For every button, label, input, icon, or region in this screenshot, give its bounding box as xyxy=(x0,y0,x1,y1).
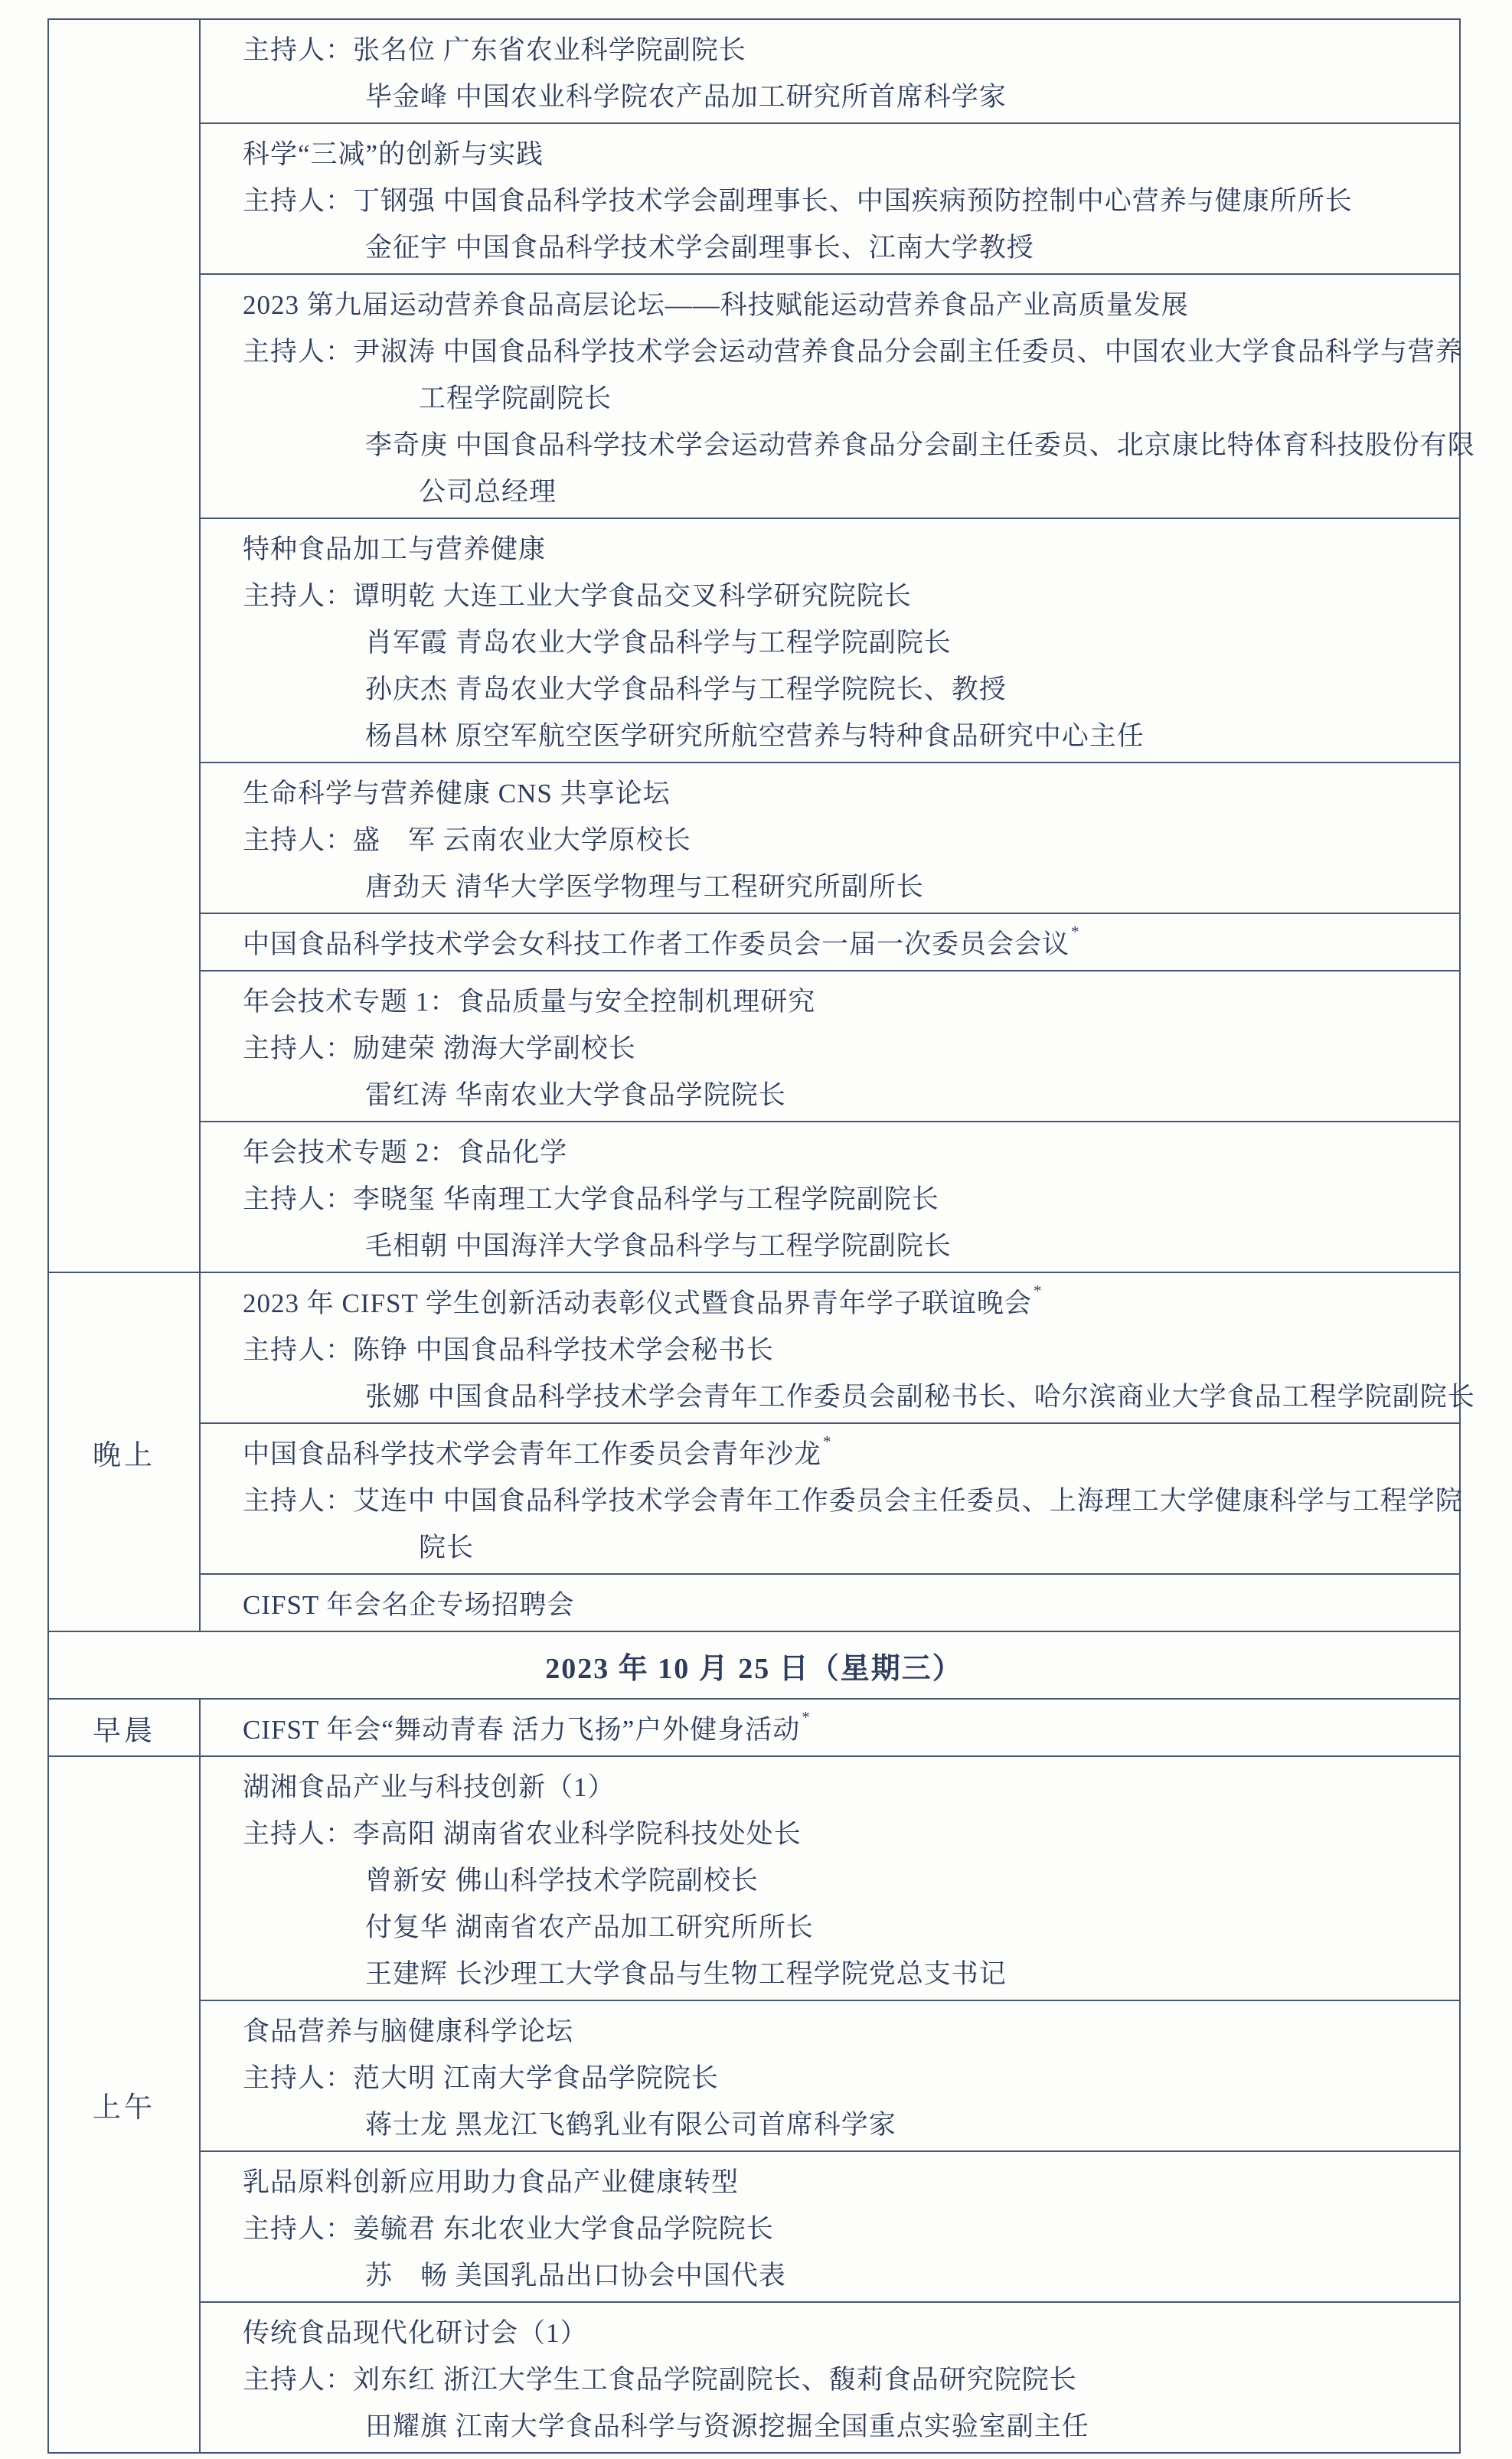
line-text: 付复华 湖南省农产品加工研究所所长 xyxy=(365,1912,814,1942)
line-text: 主持人：范大明 江南大学食品学院院长 xyxy=(243,2062,719,2093)
host-continuation-line xyxy=(201,2099,1459,2146)
host-continuation-line xyxy=(201,1948,1459,1995)
time-of-day-label: 早晨 xyxy=(49,1700,201,1755)
line-text: 2023 第九届运动营养食品高层论坛——科技赋能运动营养食品产业高质量发展 xyxy=(243,289,1189,320)
session-title xyxy=(201,2006,1459,2052)
host-continuation-line xyxy=(201,373,1459,420)
line-text: 杨昌林 原空军航空医学研究所航空营养与特种食品研究中心主任 xyxy=(365,720,1145,751)
session-title xyxy=(201,279,1459,326)
session-row xyxy=(201,1700,1459,1755)
session-title xyxy=(201,2157,1459,2203)
line-text: 肖军霞 青岛农业大学食品科学与工程学院副院长 xyxy=(365,627,952,658)
session-title xyxy=(201,524,1459,570)
host-line xyxy=(201,2354,1459,2401)
session-title xyxy=(201,2307,1459,2354)
host-line xyxy=(201,1023,1459,1069)
line-text: 主持人：刘东红 浙江大学生工食品学院副院长、馥莉食品研究院院长 xyxy=(243,2364,1077,2395)
session-title xyxy=(201,976,1459,1023)
host-continuation-line xyxy=(201,1902,1459,1948)
host-continuation-line xyxy=(201,710,1459,757)
host-line xyxy=(201,2052,1459,2099)
line-text: 食品营养与脑健康科学论坛 xyxy=(243,2016,574,2046)
host-continuation-line xyxy=(201,861,1459,908)
session-row xyxy=(201,124,1459,275)
session-row xyxy=(201,1757,1459,2001)
host-line xyxy=(201,1475,1463,1522)
line-text: 中国食品科学技术学会青年工作委员会青年沙龙 xyxy=(243,1438,822,1469)
line-text: 院长 xyxy=(419,1532,475,1563)
line-text: 雷红涛 华南农业大学食品学院院长 xyxy=(365,1079,786,1110)
host-continuation-line xyxy=(201,617,1459,664)
host-line xyxy=(201,570,1459,617)
schedule-section xyxy=(49,1755,1459,2452)
line-text: 湖湘食品产业与科技创新（1） xyxy=(243,1772,616,1802)
session-title xyxy=(201,1704,1459,1751)
session-title xyxy=(201,1762,1459,1808)
host-continuation-line xyxy=(201,1069,1459,1116)
session-title xyxy=(201,1579,1459,1626)
line-text: 中国食品科学技术学会女科技工作者工作委员会一届一次委员会会议 xyxy=(243,929,1070,959)
line-text: 主持人：艾连中 中国食品科学技术学会青年工作委员会主任委员、上海理工大学健康科学与工程学院 xyxy=(243,1485,1463,1516)
host-line xyxy=(201,24,1459,71)
line-text: 工程学院副院长 xyxy=(419,383,612,413)
host-continuation-line xyxy=(201,1220,1459,1267)
line-text: 王建辉 长沙理工大学食品与生物工程学院党总支书记 xyxy=(365,1958,1007,1989)
line-text: CIFST 年会“舞动青春 活力飞扬”户外健身活动 xyxy=(243,1714,801,1745)
time-of-day-label: 上午 xyxy=(49,1757,201,2452)
schedule-section xyxy=(49,1272,1475,1631)
line-text: 主持人：尹淑涛 中国食品科学技术学会运动营养食品分会副主任委员、中国农业大学食品科学与营养 xyxy=(243,336,1463,367)
line-text: 公司总经理 xyxy=(419,476,557,507)
session-rows xyxy=(201,1757,1459,2452)
session-row xyxy=(201,1575,1459,1631)
session-row xyxy=(201,914,1459,972)
footnote-asterisk: * xyxy=(1033,1282,1043,1300)
session-row xyxy=(201,2001,1459,2152)
line-text: 主持人：励建荣 渤海大学副校长 xyxy=(243,1033,636,1063)
session-rows xyxy=(201,20,1475,1272)
session-title xyxy=(201,129,1459,175)
time-of-day-label: 晚上 xyxy=(49,1273,201,1631)
host-continuation-line xyxy=(201,420,1475,466)
host-continuation-line xyxy=(201,1522,1459,1569)
session-row xyxy=(201,1424,1463,1575)
host-line xyxy=(201,815,1459,861)
line-text: 主持人：陈铮 中国食品科学技术学会秘书长 xyxy=(243,1334,774,1365)
schedule-section xyxy=(49,1698,1459,1755)
time-of-day-label xyxy=(49,20,201,1272)
host-line xyxy=(201,175,1459,222)
host-continuation-line xyxy=(201,71,1459,118)
line-text: 主持人：姜毓君 东北农业大学食品学院院长 xyxy=(243,2213,774,2244)
line-text: 主持人：谭明乾 大连工业大学食品交叉科学研究院院长 xyxy=(243,580,912,611)
line-text: 毕金峰 中国农业科学院农产品加工研究所首席科学家 xyxy=(365,81,1007,112)
session-title xyxy=(201,768,1459,815)
line-text: 孙庆杰 青岛农业大学食品科学与工程学院院长、教授 xyxy=(365,674,1007,704)
line-text: 田耀旗 江南大学食品科学与资源挖掘全国重点实验室副主任 xyxy=(365,2411,1089,2441)
line-text: 主持人：张名位 广东省农业科学院副院长 xyxy=(243,34,746,65)
footnote-asterisk: * xyxy=(802,1708,811,1726)
line-text: 主持人：盛 军 云南农业大学原校长 xyxy=(243,825,691,855)
session-row xyxy=(201,2152,1459,2303)
date-header: 2023 年 10 月 25 日（星期三） xyxy=(49,1631,1459,1698)
session-title xyxy=(201,1278,1459,1324)
line-text: 李奇庚 中国食品科学技术学会运动营养食品分会副主任委员、北京康比特体育科技股份有限 xyxy=(365,429,1475,460)
line-text: 苏 畅 美国乳品出口协会中国代表 xyxy=(365,2260,786,2291)
line-text: 乳品原料创新应用助力食品产业健康转型 xyxy=(243,2167,740,2197)
line-text: 特种食品加工与营养健康 xyxy=(243,534,547,564)
line-text: 传统食品现代化研讨会（1） xyxy=(243,2317,588,2348)
session-title xyxy=(201,1429,1459,1475)
session-row xyxy=(201,1273,1475,1424)
host-continuation-line xyxy=(201,2401,1459,2448)
footnote-asterisk: * xyxy=(1071,923,1080,941)
host-continuation-line xyxy=(201,222,1459,269)
session-row xyxy=(201,1122,1459,1272)
line-text: 主持人：李晓玺 华南理工大学食品科学与工程学院副院长 xyxy=(243,1184,939,1214)
host-line xyxy=(201,2203,1459,2250)
line-text: 唐劲天 清华大学医学物理与工程研究所副所长 xyxy=(365,871,924,902)
host-line xyxy=(201,326,1463,373)
host-line xyxy=(201,1174,1459,1220)
line-text: 科学“三减”的创新与实践 xyxy=(243,139,544,169)
session-row xyxy=(201,20,1459,124)
session-row xyxy=(201,763,1459,914)
session-row xyxy=(201,519,1459,763)
host-continuation-line xyxy=(201,2250,1459,2297)
line-text: 张娜 中国食品科学技术学会青年工作委员会副秘书长、哈尔滨商业大学食品工程学院副院长 xyxy=(365,1381,1475,1412)
session-row xyxy=(201,2303,1459,2452)
host-continuation-line xyxy=(201,664,1459,710)
session-row xyxy=(201,275,1475,519)
conference-schedule-table xyxy=(47,18,1475,2454)
host-line xyxy=(201,1324,1459,1371)
session-row xyxy=(201,972,1459,1122)
line-text: 蒋士龙 黑龙江飞鹤乳业有限公司首席科学家 xyxy=(365,2109,896,2140)
line-text: 生命科学与营养健康 CNS 共享论坛 xyxy=(243,778,671,808)
footnote-asterisk: * xyxy=(823,1432,832,1451)
line-text: 主持人：李高阳 湖南省农业科学院科技处处长 xyxy=(243,1818,802,1849)
host-continuation-line xyxy=(201,1855,1459,1902)
line-text: 年会技术专题 1：食品质量与安全控制机理研究 xyxy=(243,986,816,1017)
host-line xyxy=(201,1808,1459,1855)
session-rows xyxy=(201,1700,1459,1755)
session-title xyxy=(201,919,1459,965)
session-title xyxy=(201,1127,1459,1174)
line-text: CIFST 年会名企专场招聘会 xyxy=(243,1589,575,1620)
line-text: 曾新安 佛山科学技术学院副校长 xyxy=(365,1865,759,1896)
line-text: 金征宇 中国食品科学技术学会副理事长、江南大学教授 xyxy=(365,232,1034,263)
host-continuation-line xyxy=(201,466,1459,513)
session-rows xyxy=(201,1273,1475,1631)
line-text: 2023 年 CIFST 学生创新活动表彰仪式暨食品界青年学子联谊晚会 xyxy=(243,1288,1032,1318)
schedule-section xyxy=(49,20,1475,1272)
line-text: 毛相朝 中国海洋大学食品科学与工程学院副院长 xyxy=(365,1230,952,1261)
host-continuation-line xyxy=(201,1371,1475,1418)
line-text: 年会技术专题 2：食品化学 xyxy=(243,1137,568,1167)
line-text: 主持人：丁钢强 中国食品科学技术学会副理事长、中国疾病预防控制中心营养与健康所所长 xyxy=(243,185,1353,216)
